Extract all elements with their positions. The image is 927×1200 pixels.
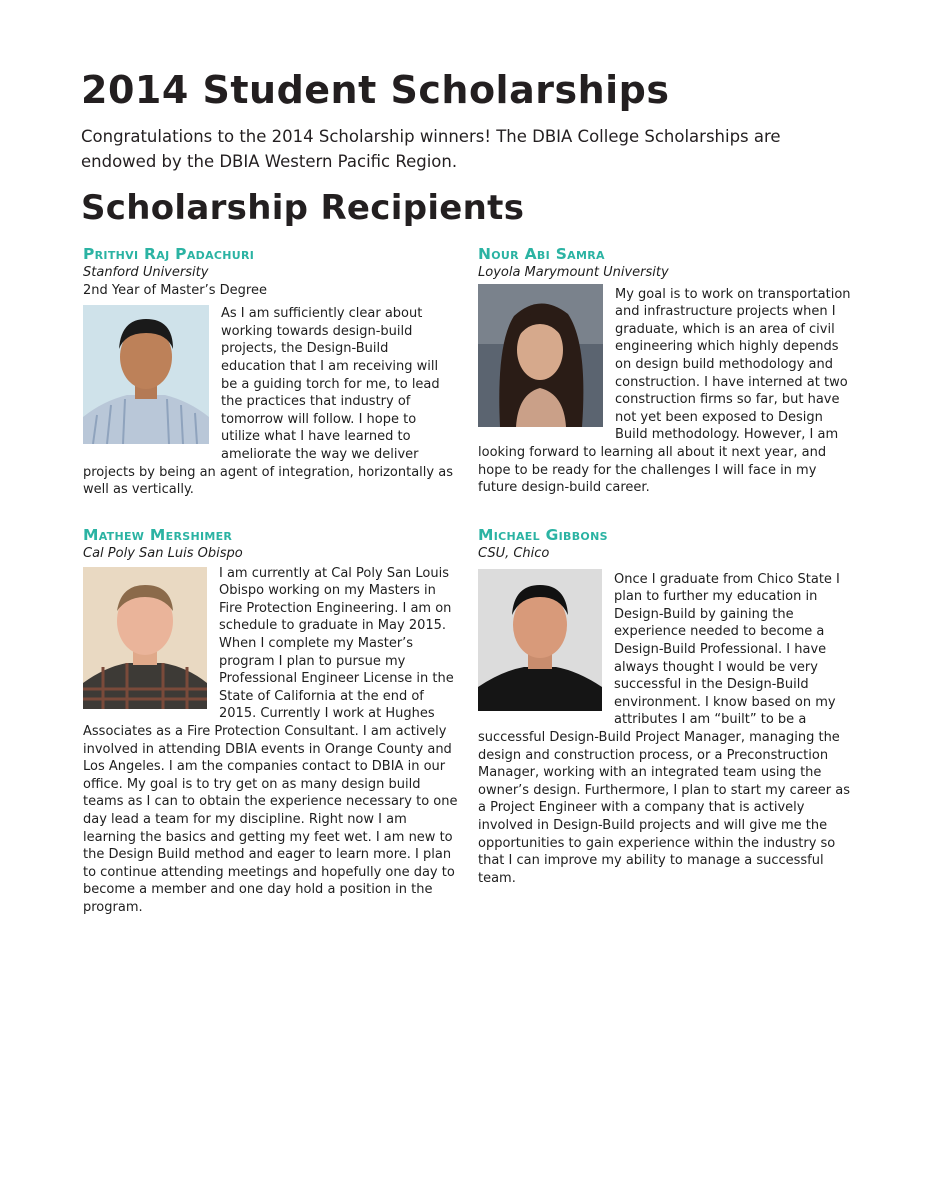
section-title: Scholarship Recipients [81,188,525,228]
recipient-bio: Once I graduate from Chico State I plan to further my education in Design-Build by gaining the experience needed to become a Design-Build Professional. I have always thought I would be very successful in the Design-Build environment. I know based on my attributes I am “built” to be a successful Design-Build Project Manager, managing the design and construction process, or a Preconstruction Manager, working with an integrated team using the owner’s design. Furthermore, I plan to start my career as a Project Engineer with a company that is actively involved in Design-Build projects and will give me the opportunities to gain experience within the industry so that I can improve my ability to manage a successful team. [478,571,850,886]
recipient-card-padachuri [83,245,455,499]
recipient-name: Prithvi Raj Padachuri [83,245,255,263]
recipient-name: Nour Abi Samra [478,245,605,263]
recipient-card-mershimer [83,526,461,916]
intro-paragraph: Congratulations to the 2014 Scholarship winners! The DBIA College Scholarships are endowed by the DBIA Western Pacific Region. [81,127,781,171]
recipient-school: Cal Poly San Luis Obispo [83,546,243,561]
recipient-photo [478,569,602,711]
recipient-school: CSU, Chico [478,546,550,561]
recipient-bio: I am currently at Cal Poly San Louis Obispo working on my Masters in Fire Protection Engineering. I am on schedule to graduate in May 2015. When I complete my Master’s program I plan to pursue my Professional Engineer License in the State of California at the end of 2015. Currently I work at Hughes Associates as a Fire Protection Consultant. I am actively involved in attending DBIA events in Orange County and Los Angeles. I am the companies contact to DBIA in our office. My goal is to try get on as many design build teams as I can to obtain the experience necessary to one day lead a team for my discipline. Right now I am learning the basics and getting my feet wet. I am new to the Design Build method and eager to learn more. I plan to continue attending meetings and hopefully one day to become a member and one day hold a position in the program. [83,565,458,915]
page-title: 2014 Student Scholarships [81,68,670,112]
recipient-card-gibbons [478,526,852,887]
recipient-degree: 2nd Year of Master’s Degree [83,282,267,298]
recipient-photo [478,284,603,427]
recipient-bio: My goal is to work on transportation and infrastructure projects when I graduate, which is an area of civil engineering which highly depends on design build methodology and construction. I have interned at two construction firms so far, but have not yet been exposed to Design Build methodology. However, I am looking forward to learning all about it next year, and hope to be ready for the challenges I will face in my future design-build career. [478,286,851,496]
recipient-school: Loyola Marymount University [478,265,669,280]
recipient-card-abi-samra [478,245,852,497]
recipient-school: Stanford University [83,265,209,280]
recipient-bio: As I am sufficiently clear about working towards design-build projects, the Design-Build education that I am receiving will be a guiding torch for me, to lead the practices that industry of tomorrow will follow. I hope to utilize what I have learned to ameliorate the way we deliver projects by being an agent of integration, horizontally as well as vertically. [83,306,453,498]
recipient-name: Michael Gibbons [478,526,608,544]
recipient-name: Mathew Mershimer [83,526,233,544]
recipient-photo [83,305,209,444]
recipient-photo [83,567,207,709]
